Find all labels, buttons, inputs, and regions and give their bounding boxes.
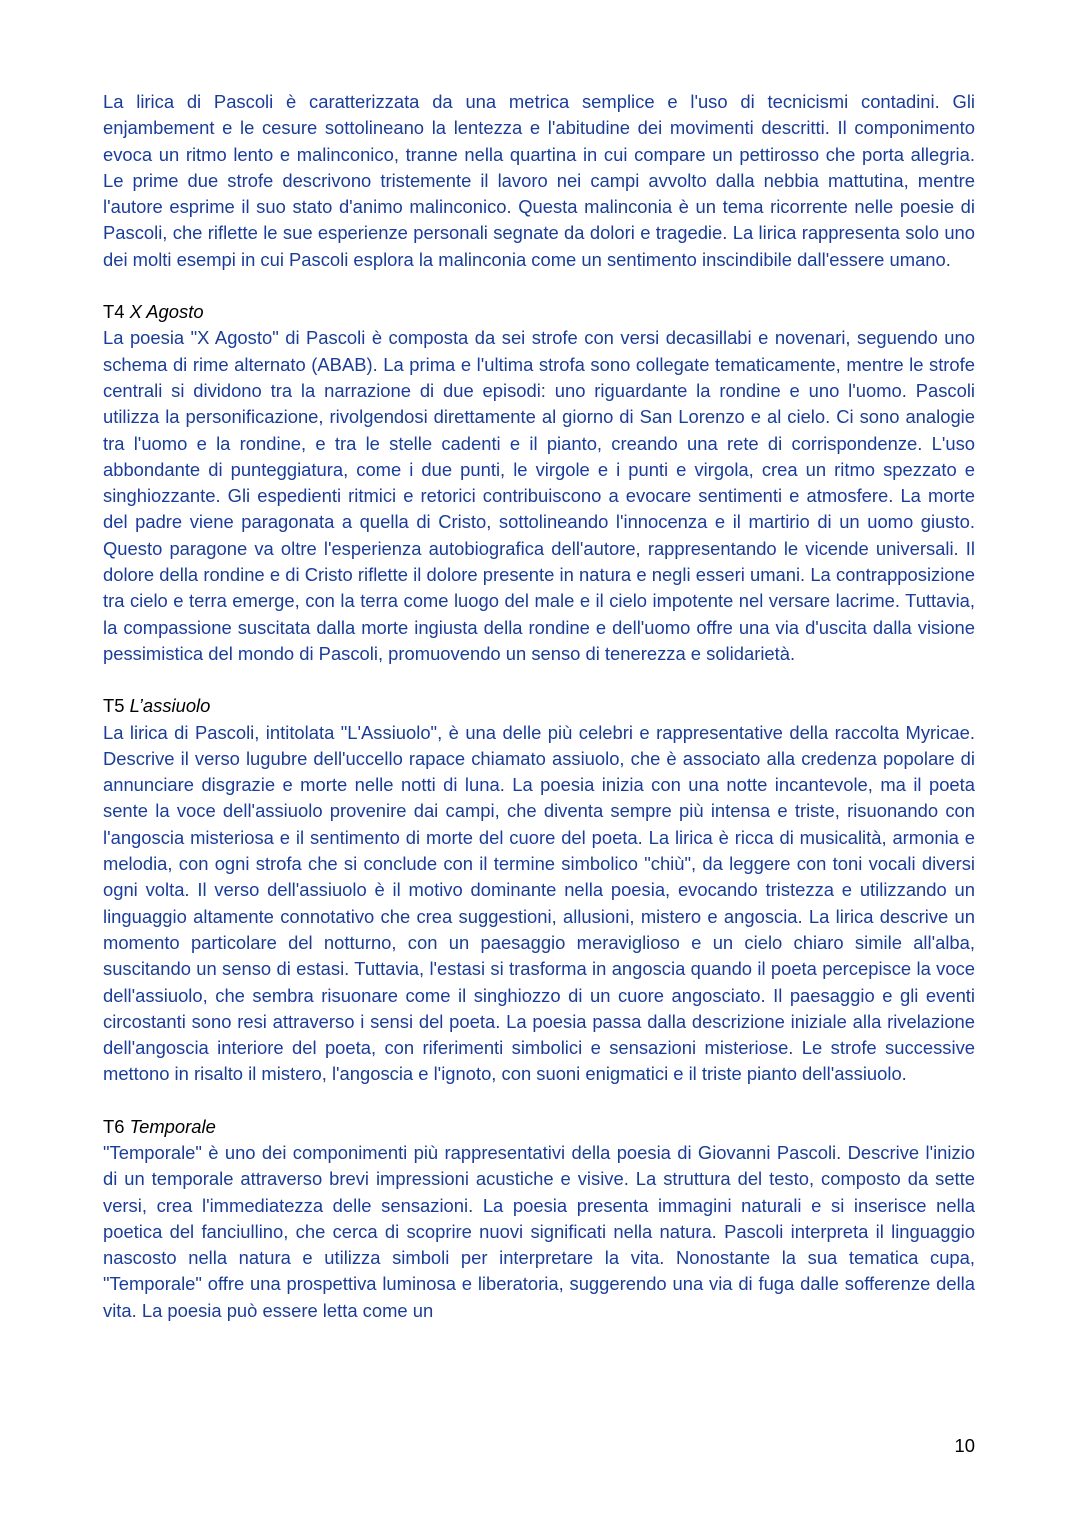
document-page [103,89,975,1324]
intro-paragraph: La lirica di Pascoli è caratterizzata da una metrica semplice e l'uso di tecnicismi contadini. Gli enjambement e le cesure sottolineano la lentezza e l'abitudine dei movimenti descritti. Il componimento evoca un ritmo lento e malinconico, tranne nella quartina in cui compare un pettirosso che porta allegria. Le prime due strofe descrivono tristemente il lavoro nei campi avvolto dalla nebbia mattutina, mentre l'autore esprime il suo stato d'animo malinconico. Questa malinconia è un tema ricorrente nelle poesie di Pascoli, che riflette le sue esperienze personali segnate da dolori e tragedie. La lirica rappresenta solo uno dei molti esempi in cui Pascoli esplora la malinconia come un sentimento inscindibile dall'essere umano. [103,91,975,270]
page-number: 10 [954,1435,975,1456]
section-code: T4 [103,301,125,323]
section-paragraph: La lirica di Pascoli, intitolata "L'Assiuolo", è una delle più celebri e rappresentative della raccolta Myricae. Descrive il verso lugubre dell'uccello rapace chiamato assiuolo, che è associato alla credenza popolare di annunciare disgrazie e morte nelle notti di luna. La poesia inizia con una notte incantevole, ma il poeta sente la voce dell'assiuolo provenire dai campi, che diventa sempre più intensa e triste, risuonando con l'angoscia misteriosa e il sentimento di morte del cuore del poeta. La lirica è ricca di musicalità, armonia e melodia, con ogni strofa che si conclude con il termine simbolico "chiù", da leggere con toni vocali diversi ogni volta. Il verso dell'assiuolo è il motivo dominante nella poesia, evocando tristezza e utilizzando un linguaggio altamente connotativo che crea suggestioni, allusioni, mistero e angoscia. La lirica descrive un momento particolare del notturno, con un paesaggio meraviglioso e un cielo chiaro simile all'alba, suscitando un senso di estasi. Tuttavia, l'estasi si trasforma in angoscia quando il poeta percepisce la voce dell'assiuolo, che sembra risuonare come il singhiozzo di un cuore angosciato. Il paesaggio e gli eventi circostanti sono resi attraverso i sensi del poeta. La poesia passa dalla descrizione iniziale alla rivelazione dell'angoscia interiore del poeta, con riferimenti simbolici e sensazioni misteriose. Le strofe successive mettono in risalto il mistero, l'angoscia e l'ignoto, con suoni enigmatici e il triste pianto dell'assiuolo. [103,721,975,1085]
section-paragraph: La poesia "X Agosto" di Pascoli è composta da sei strofe con versi decasillabi e novenari, seguendo uno schema di rime alternato (ABAB). La prima e l'ultima strofa sono collegate tematicamente, mentre le strofe centrali si dividono tra la narrazione di due episodi: uno riguardante la rondine e uno l'uomo. Pascoli utilizza la personificazione, rivolgendosi direttamente al giorno di San Lorenzo e al cielo. Ci sono analogie tra l'uomo e la rondine, e tra le stelle cadenti e il pianto, creando una rete di corrispondenze. L'uso abbondante di punteggiatura, come i due punti, le virgole e i punti e virgola, crea un ritmo spezzato e singhiozzante. Gli espedienti ritmici e retorici contribuiscono a evocare sentimenti e atmosfere. La morte del padre viene paragonata a quella di Cristo, sottolineando l'innocenza e il martirio di un uomo giusto. Questo paragone va oltre l'esperienza autobiografica dell'autore, rappresentando le vicende universali. Il dolore della rondine e di Cristo riflette il dolore presente in natura e negli esseri umani. La contrapposizione tra cielo e terra emerge, con la terra come luogo del male e il cielo impotente nel versare lacrime. Tuttavia, la compassione suscitata dalla morte ingiusta della rondine e dell'uomo offre una via d'uscita dalla visione pessimistica del mondo di Pascoli, promuovendo un senso di tenerezza e solidarietà. [103,327,975,664]
section-title: X Agosto [129,301,204,323]
section-heading [103,1114,975,1140]
section-t6 [103,1114,975,1324]
section-heading [103,299,975,325]
section-paragraph: "Temporale" è uno dei componimenti più rappresentativi della poesia di Giovanni Pascoli. Descrive l'inizio di un temporale attraverso brevi impressioni acustiche e visive. La struttura del testo, composto da sette versi, crea l'immediatezza delle sensazioni. La poesia presenta immagini naturali e si inserisce nella poetica del fanciullino, che cerca di scoprire nuovi significati nella natura. Pascoli interpreta il linguaggio nascosto nella natura e utilizza simboli per interpretare la vita. Nonostante la sua tematica cupa, "Temporale" offre una prospettiva luminosa e liberatoria, suggerendo una via di fuga dalle sofferenze della vita. La poesia può essere letta come un [103,1141,975,1321]
section-heading [103,693,975,719]
section-code: T6 [103,1115,125,1137]
section-code: T5 [103,695,125,717]
section-t5 [103,693,975,1087]
section-t4 [103,299,975,667]
section-title: L’assiuolo [129,695,211,717]
section-title: Temporale [129,1115,216,1137]
